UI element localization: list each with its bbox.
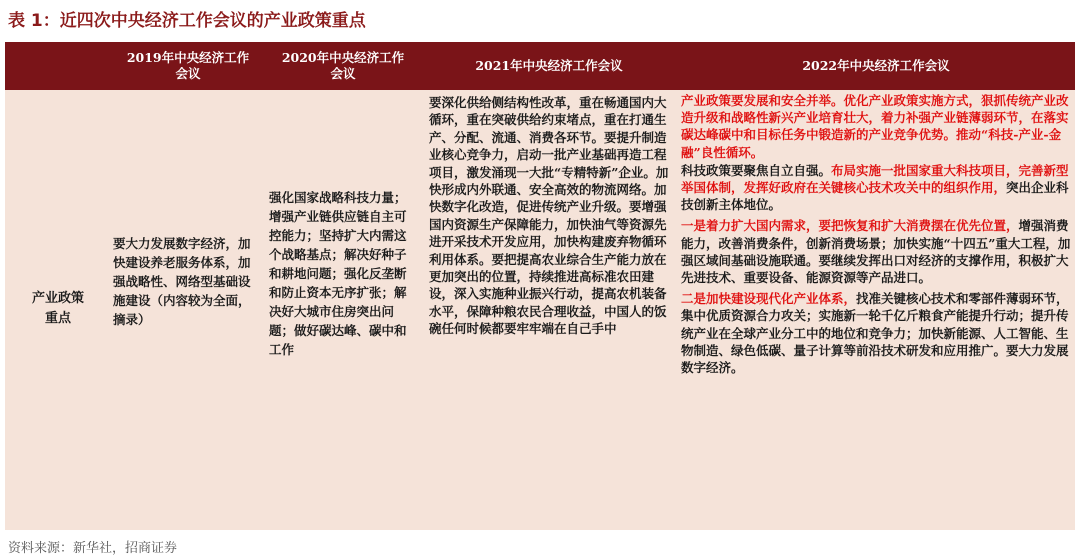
header-2021: 2021年中央经济工作会议 (475, 58, 623, 73)
industrial-system-text: 找准关键核心技术和零部件薄弱环节，集中优质资源合力攻关；实施新一轮千亿斤粮食产能提升行动；提升传统产业在全球产业分工中的地位和竞争力；加快新能源、人工智能、生物制造、绿色低碳、量子计算等前沿技术研发和应用推广。要大力发展数字经济。 (681, 291, 1069, 376)
tech-policy-lead: 科技政策要聚焦自立自强。 (681, 162, 832, 178)
header-2022: 2022年中央经济工作会议 (802, 58, 950, 73)
table-title: 表 1：近四次中央经济工作会议的产业政策重点 (8, 11, 366, 31)
policy-paragraph-4 (681, 290, 1071, 376)
cell-2019: 要大力发展数字经济，加快建设养老服务体系，加强战略性、网络型基础设施建设（内容较为全面，摘录） (113, 236, 251, 327)
header-2019: 2019年中央经济工作会议 (126, 50, 250, 81)
policy-paragraph-1: 产业政策要发展和安全并举。优化产业政策实施方式，狠抓传统产业改造升级和战略性新兴产业培育壮大，着力补强产业链薄弱环节，在落实碳达峰碳中和目标任务中锻造新的产业竞争优势。推动“科技-产业-金融”良性循环。 (681, 93, 1069, 160)
cell-2020: 强化国家战略科技力量；增强产业链供应链自主可控能力；坚持扩大内需这个战略基点；解决好种子和耕地问题；强化反垄断和防止资本无序扩张；解决好大城市住房突出问题；做好碳达峰、碳中和工作 (269, 190, 407, 357)
policy-paragraph-2 (681, 162, 1071, 214)
tech-policy-highlight: 布局实施一批国家重大科技项目，完善新型举国体制，发挥好政府在关键核心技术攻关中的组织作用， (681, 162, 1069, 196)
policy-paragraph-3 (681, 217, 1071, 286)
row-label (5, 94, 111, 524)
policy-table (5, 42, 1075, 530)
table-header-row (5, 42, 1075, 90)
source-note: 资料来源：新华社，招商证券 (8, 541, 178, 556)
header-2020: 2020年中央经济工作会议 (281, 50, 405, 81)
domestic-demand-text: 增强消费能力，改善消费条件，创新消费场景；加快实施“十四五”重大工程，加强区域间基础设施联通。要继续发挥出口对经济的支撑作用，积极扩大先进技术、重要设备、能源资源等产品进口。 (681, 218, 1071, 286)
cell-2022 (681, 92, 1071, 377)
industrial-system-highlight: 二是加快建设现代化产业体系， (681, 291, 857, 307)
header-empty (5, 42, 111, 90)
tech-policy-tail: 突出企业科技创新主体地位。 (681, 180, 1069, 213)
cell-2021: 要深化供给侧结构性改革，重在畅通国内大循环，重在突破供给约束堵点，重在打通生产、分配、流通、消费各环节。要提升制造业核心竞争力，启动一批产业基础再造工程项目，激发涌现一大批“专精特新”企业。加快形成内外联通、安全高效的物流网络。加快数字化改造，促进传统产业升级。要增强国内资源生产保障能力，加快油气等资源先进开采技术开发应用，加快构建废弃物循环利用体系。要把提高农业综合生产能力放在更加突出的位置，持续推进高标准农田建设，深入实施种业振兴行动，提高农机装备水平，保障种粮农民合理收益，中国人的饭碗任何时候都要牢牢端在自己手中 (429, 95, 669, 337)
row-label-text: 产业政策重点 (31, 291, 84, 326)
domestic-demand-highlight: 一是着力扩大国内需求，要把恢复和扩大消费摆在优先位置， (681, 218, 1019, 234)
